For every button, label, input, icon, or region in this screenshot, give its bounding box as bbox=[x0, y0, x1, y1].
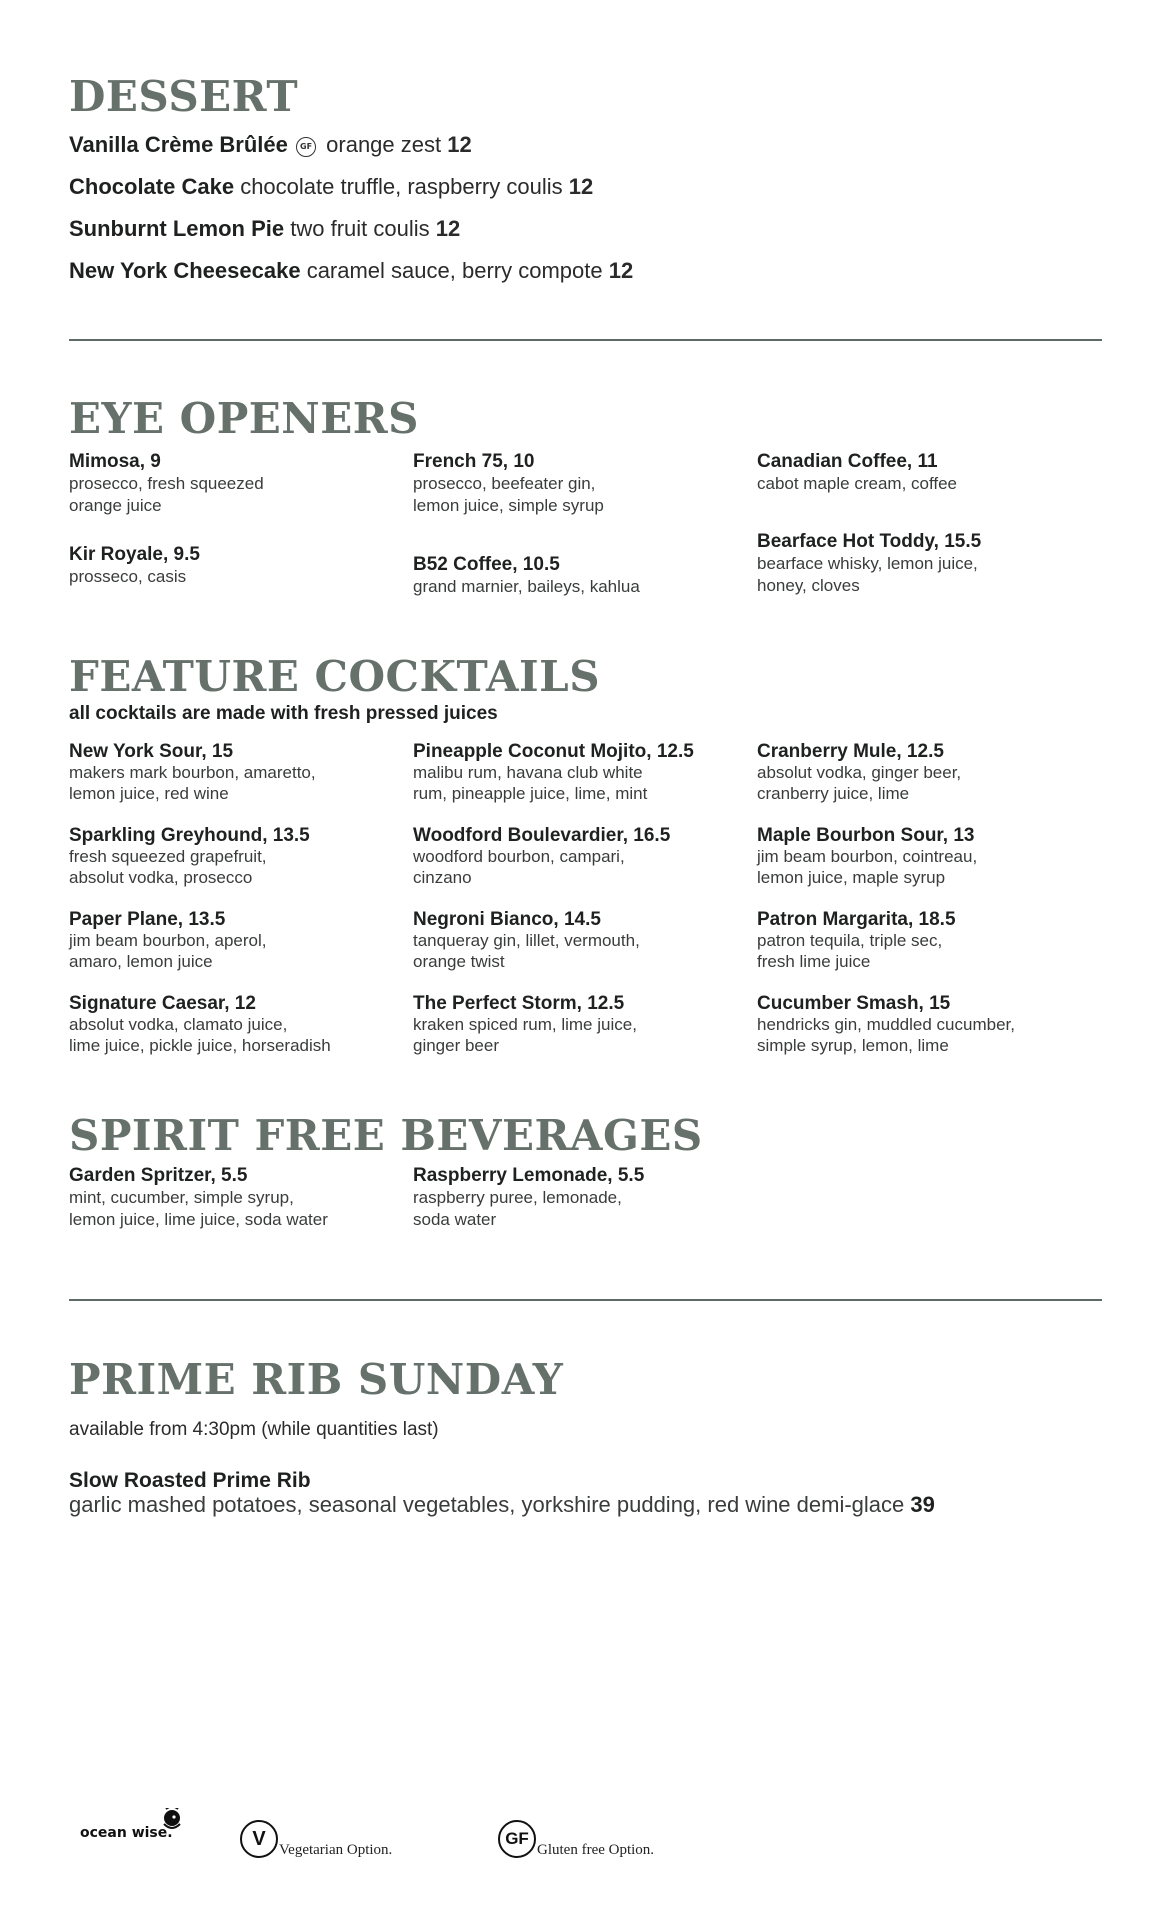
item-name: French 75, 10 bbox=[413, 451, 535, 472]
dessert-item bbox=[69, 174, 593, 200]
item-description: makers mark bourbon, amaretto, lemon juice, red wine bbox=[69, 763, 316, 803]
ocean-wise-logo bbox=[80, 1808, 190, 1848]
item-name: New York Cheesecake bbox=[69, 258, 301, 283]
item-name: Patron Margarita, 18.5 bbox=[757, 909, 956, 930]
item-description: patron tequila, triple sec, fresh lime juice bbox=[757, 931, 943, 971]
vegetarian-icon: V bbox=[240, 1820, 278, 1858]
item-description: tanqueray gin, lillet, vermouth, orange twist bbox=[413, 931, 640, 971]
item-price: 39 bbox=[910, 1492, 935, 1517]
item-description: prosecco, beefeater gin, lemon juice, simple syrup bbox=[413, 474, 604, 515]
cocktails-subtitle: all cocktails are made with fresh pressed juices bbox=[69, 703, 498, 724]
item-description: absolut vodka, ginger beer, cranberry juice, lime bbox=[757, 763, 962, 803]
item-description: woodford bourbon, campari, cinzano bbox=[413, 847, 625, 887]
prime-rib-item-name: Slow Roasted Prime Rib bbox=[69, 1469, 311, 1492]
ocean-wise-label: ocean wise. bbox=[80, 1825, 173, 1841]
item-name: Signature Caesar, 12 bbox=[69, 993, 256, 1014]
item-name: Sparkling Greyhound, 13.5 bbox=[69, 825, 310, 846]
item-description: kraken spiced rum, lime juice, ginger beer bbox=[413, 1015, 637, 1055]
menu-item bbox=[413, 741, 733, 804]
menu-item bbox=[413, 909, 733, 972]
dessert-heading: DESSERT bbox=[69, 72, 299, 121]
item-description: malibu rum, havana club white rum, pineapple juice, lime, mint bbox=[413, 763, 648, 803]
item-name: The Perfect Storm, 12.5 bbox=[413, 993, 625, 1014]
item-name: Negroni Bianco, 14.5 bbox=[413, 909, 601, 930]
menu-item bbox=[413, 554, 733, 598]
menu-item bbox=[69, 993, 389, 1056]
item-description: absolut vodka, clamato juice, lime juice, pickle juice, horseradish bbox=[69, 1015, 331, 1055]
item-description: orange zest bbox=[326, 132, 442, 157]
menu-item bbox=[757, 825, 1077, 888]
prime-rib-heading: PRIME RIB SUNDAY bbox=[69, 1355, 564, 1404]
item-name: Bearface Hot Toddy, 15.5 bbox=[757, 531, 982, 552]
item-name: Canadian Coffee, 11 bbox=[757, 451, 938, 472]
item-price: 12 bbox=[608, 258, 634, 283]
item-description: fresh squeezed grapefruit, absolut vodka, prosecco bbox=[69, 847, 267, 887]
gluten-free-label: Gluten free Option. bbox=[537, 1842, 655, 1858]
item-name: Raspberry Lemonade, 5.5 bbox=[413, 1165, 645, 1186]
item-name: Garden Spritzer, 5.5 bbox=[69, 1165, 248, 1186]
dessert-item bbox=[69, 132, 472, 158]
menu-item bbox=[757, 993, 1077, 1056]
menu-item bbox=[69, 909, 389, 972]
item-description: chocolate truffle, raspberry coulis bbox=[240, 174, 563, 199]
gluten-free-icon: GF bbox=[296, 137, 316, 157]
item-price: 12 bbox=[435, 216, 461, 241]
spirit-free-heading: SPIRIT FREE BEVERAGES bbox=[69, 1111, 703, 1160]
vegetarian-label: Vegetarian Option. bbox=[279, 1842, 393, 1858]
section-divider bbox=[69, 339, 1102, 341]
prime-rib-item bbox=[69, 1492, 935, 1518]
item-description: grand marnier, baileys, kahlua bbox=[413, 577, 640, 596]
item-description: jim beam bourbon, aperol, amaro, lemon juice bbox=[69, 931, 267, 971]
item-name: Cranberry Mule, 12.5 bbox=[757, 741, 944, 762]
menu-item bbox=[69, 1165, 389, 1231]
availability-note: available from 4:30pm (while quantities last) bbox=[69, 1419, 439, 1440]
item-description: mint, cucumber, simple syrup, lemon juice, lime juice, soda water bbox=[69, 1188, 328, 1229]
item-description: prosecco, fresh squeezed orange juice bbox=[69, 474, 264, 515]
item-name: Chocolate Cake bbox=[69, 174, 235, 199]
item-description: cabot maple cream, coffee bbox=[757, 474, 958, 493]
gluten-free-icon: GF bbox=[498, 1820, 536, 1858]
menu-item bbox=[413, 1165, 733, 1231]
menu-item bbox=[413, 825, 733, 888]
section-divider bbox=[69, 1299, 1102, 1301]
item-description: prosseco, casis bbox=[69, 567, 187, 586]
menu-item bbox=[757, 451, 1077, 495]
item-name: Sunburnt Lemon Pie bbox=[69, 216, 285, 241]
item-price: 12 bbox=[568, 174, 594, 199]
menu-item bbox=[69, 544, 389, 588]
menu-item bbox=[757, 531, 1077, 597]
item-description: raspberry puree, lemonade, soda water bbox=[413, 1188, 622, 1229]
item-description: bearface whisky, lemon juice, honey, cloves bbox=[757, 554, 978, 595]
item-name: Pineapple Coconut Mojito, 12.5 bbox=[413, 741, 694, 762]
menu-item bbox=[757, 741, 1077, 804]
menu-item bbox=[69, 825, 389, 888]
dessert-item bbox=[69, 216, 460, 242]
item-price: 12 bbox=[447, 132, 472, 157]
item-name: Paper Plane, 13.5 bbox=[69, 909, 226, 930]
item-name: Cucumber Smash, 15 bbox=[757, 993, 951, 1014]
feature-cocktails-heading: FEATURE COCKTAILS bbox=[69, 652, 601, 701]
item-name: Maple Bourbon Sour, 13 bbox=[757, 825, 975, 846]
item-description: caramel sauce, berry compote bbox=[306, 258, 603, 283]
item-name: B52 Coffee, 10.5 bbox=[413, 554, 560, 575]
item-name: Kir Royale, 9.5 bbox=[69, 544, 200, 565]
item-description: jim beam bourbon, cointreau, lemon juice, maple syrup bbox=[757, 847, 978, 887]
item-name: New York Sour, 15 bbox=[69, 741, 234, 762]
menu-item bbox=[69, 451, 389, 517]
menu-item bbox=[413, 451, 733, 517]
item-name: Mimosa, 9 bbox=[69, 451, 161, 472]
item-description: two fruit coulis bbox=[290, 216, 430, 241]
item-name: Vanilla Crème Brûlée bbox=[69, 132, 288, 157]
dessert-item bbox=[69, 258, 633, 284]
item-description: garlic mashed potatoes, seasonal vegetables, yorkshire pudding, red wine demi-glace bbox=[69, 1492, 905, 1517]
item-name: Woodford Boulevardier, 16.5 bbox=[413, 825, 671, 846]
menu-item bbox=[413, 993, 733, 1056]
menu-item bbox=[757, 909, 1077, 972]
item-description: hendricks gin, muddled cucumber, simple syrup, lemon, lime bbox=[757, 1015, 1015, 1055]
eye-openers-heading: EYE OPENERS bbox=[69, 394, 419, 443]
menu-item bbox=[69, 741, 389, 804]
